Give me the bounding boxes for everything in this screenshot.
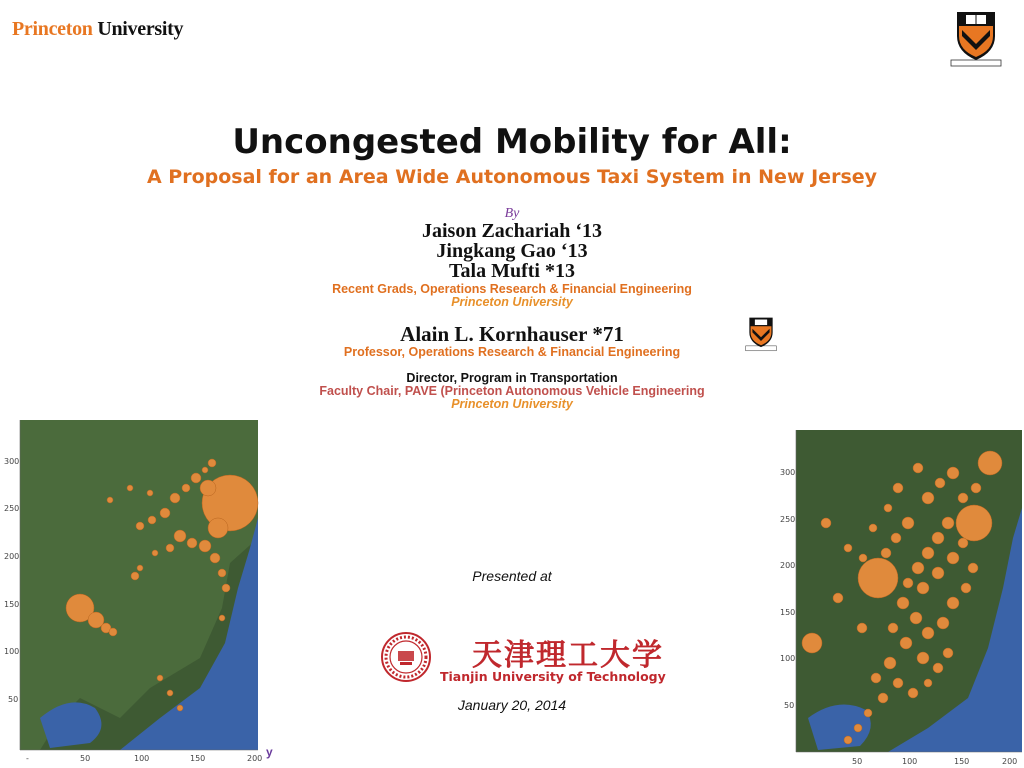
cut-off-text: y (266, 745, 273, 759)
left-y-tick-50: 50 (8, 695, 19, 704)
presented-at-label: Presented at (472, 568, 552, 584)
princeton-university-logo (12, 18, 183, 41)
tianjin-university-seal-icon (380, 631, 432, 683)
logo-princeton-text: Princeton (12, 18, 93, 40)
right-x-tick-150: 150 (954, 757, 970, 766)
princeton-shield-icon (945, 6, 1007, 68)
professor-university: Princeton University (451, 397, 573, 411)
left-y-tick-200: 200 (4, 552, 20, 561)
left-x-tick-100: 100 (134, 754, 150, 763)
right-demand-map (778, 428, 1024, 768)
left-y-tick-250: 250 (4, 504, 20, 513)
left-y-tick-300: 300 (4, 457, 20, 466)
left-x-tick-150: 150 (190, 754, 206, 763)
authors-affiliation: Recent Grads, Operations Research & Financial Engineering (332, 282, 692, 296)
right-y-tick-150: 150 (780, 608, 796, 617)
right-y-tick-250: 250 (780, 515, 796, 524)
tianjin-university-english-name: Tianjin University of Technology (440, 669, 666, 684)
left-x-tick-200: 200 (247, 754, 263, 763)
author-1: Jaison Zachariah ‘13 (421, 220, 603, 242)
right-y-tick-100: 100 (780, 654, 796, 663)
professor-faculty-chair: Faculty Chair, PAVE (Princeton Autonomous Vehicle Engineering (319, 384, 705, 398)
logo-university-text: University (97, 18, 184, 40)
author-2: Jingkang Gao ‘13 (436, 240, 588, 262)
left-y-tick-150: 150 (4, 600, 20, 609)
right-y-tick-300: 300 (780, 468, 796, 477)
right-x-tick-200: 200 (1002, 757, 1018, 766)
professor-name: Alain L. Kornhauser *71 (400, 322, 624, 346)
right-y-tick-200: 200 (780, 561, 796, 570)
tianjin-university-chinese-name: 天津理工大学 (472, 638, 664, 673)
presentation-title: Uncongested Mobility for All: (232, 122, 792, 162)
right-y-tick-50: 50 (784, 701, 795, 710)
presentation-subtitle: A Proposal for an Area Wide Autonomous Taxi System in New Jersey (146, 166, 878, 188)
right-x-tick-100: 100 (902, 757, 918, 766)
left-y-tick-100: 100 (4, 647, 20, 656)
authors-university: Princeton University (451, 295, 573, 309)
right-x-tick-50: 50 (852, 757, 863, 766)
left-x-tick-50: 50 (80, 754, 91, 763)
left-x-tick-0: - (26, 754, 29, 763)
presentation-date: January 20, 2014 (457, 697, 567, 713)
professor-title: Professor, Operations Research & Financial Engineering (343, 345, 681, 359)
author-3: Tala Mufti *13 (449, 260, 575, 282)
left-demand-map (0, 418, 280, 768)
by-label: By (504, 206, 520, 221)
professor-director-role: Director, Program in Transportation (406, 371, 618, 385)
